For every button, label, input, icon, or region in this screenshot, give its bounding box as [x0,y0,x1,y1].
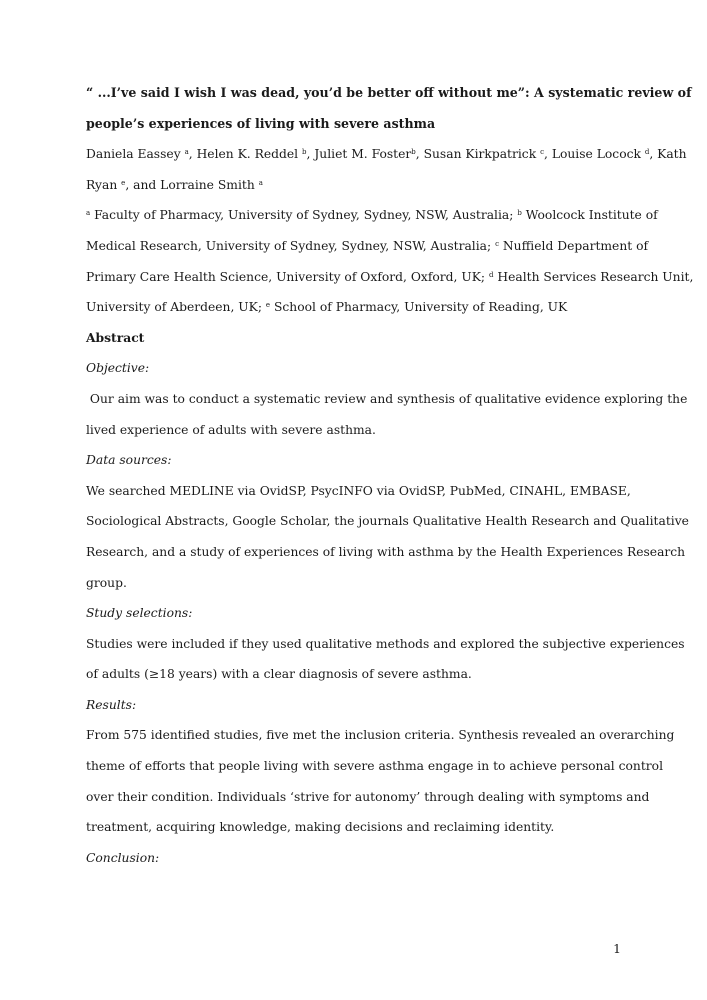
affiliation-superscript: d [488,270,494,279]
author-text: , Louise Locock [544,147,641,162]
author-superscript: a [184,148,189,157]
data-sources-heading: Data sources: [86,453,172,468]
data-sources-text-line: group. [86,575,127,590]
affiliation-line-2 [86,231,649,262]
affiliation-superscript: e [265,301,271,310]
results-text-line: over their condition. Individuals ‘strive for autonomy’ through dealing with symptoms and [86,789,650,804]
affiliation-line-3 [86,262,694,293]
results-text-line: From 575 identified studies, five met the inclusion criteria. Synthesis revealed an overarching [86,728,675,743]
conclusion-heading: Conclusion: [86,850,160,865]
affiliation-text: Primary Care Health Science, University of Oxford, Oxford, UK; [86,269,489,284]
affiliation-superscript: c [495,239,499,248]
results-heading: Results: [86,697,137,712]
author-text: , Helen K. Reddel [188,147,299,162]
objective-text-line: lived experience of adults with severe asthma. [86,422,376,437]
authors-line-2 [86,170,626,201]
data-sources-text-line: Research, and a study of experiences of living with asthma by the Health Experiences Research [86,544,686,559]
page-number: 1 [613,942,621,956]
author-text: , Kath [649,147,687,162]
affiliation-line-1 [86,200,658,231]
author-text: Ryan [86,177,118,192]
affiliation-text: Health Services Research Unit, [493,269,694,284]
study-selections-text-line: Studies were included if they used qualitative methods and explored the subjective experiences [86,636,685,651]
study-selections-heading: Study selections: [86,606,193,621]
affiliation-text: Woolcock Institute of [521,208,658,223]
affiliation-text: University of Aberdeen, UK; [86,300,266,315]
paper-page [86,78,694,873]
author-text: , Juliet M. Foster [306,147,412,162]
author-text: , Susan Kirkpatrick [415,147,537,162]
affiliation-line-4 [86,292,626,323]
author-superscript: b [411,148,416,157]
data-sources-text-line: We searched MEDLINE via OvidSP, PsycINFO via OvidSP, PubMed, CINAHL, EMBASE, [86,483,631,498]
authors-line-1 [86,139,687,170]
author-superscript: d [644,148,650,157]
author-superscript: b [302,148,307,157]
abstract-heading: Abstract [86,329,145,345]
author-superscript: a [258,178,263,187]
results-text-line: theme of efforts that people living with severe asthma engage in to achieve personal control [86,759,663,774]
results-text-line: treatment, acquiring knowledge, making decisions and reclaiming identity. [86,820,555,835]
affiliation-text: Medical Research, University of Sydney, Sydney, NSW, Australia; [86,238,496,253]
objective-text-line: Our aim was to conduct a systematic review and synthesis of qualitative evidence exploring the [86,391,688,406]
paper-title-line-1: “ ...I’ve said I wish I was dead, you’d be better off without me”: A systematic review of [86,85,692,100]
paper-title-line-2: people’s experiences of living with severe asthma [86,115,436,131]
affiliation-text: School of Pharmacy, University of Reading, UK [270,300,568,315]
author-superscript: e [121,178,126,187]
affiliation-superscript: b [517,209,522,218]
data-sources-text-line: Sociological Abstracts, Google Scholar, the journals Qualitative Health Research and Qualitative [86,514,689,529]
author-text: Daniela Eassey [86,147,181,162]
objective-heading: Objective: [86,361,150,376]
author-text: , and Lorraine Smith [125,177,255,192]
affiliation-text: Faculty of Pharmacy, University of Sydney, Sydney, NSW, Australia; [90,208,518,223]
author-superscript: c [540,148,544,157]
affiliation-text: Nuffield Department of [498,238,649,253]
study-selections-text-line: of adults (≥18 years) with a clear diagnosis of severe asthma. [86,667,472,682]
affiliation-superscript: a [86,209,91,218]
